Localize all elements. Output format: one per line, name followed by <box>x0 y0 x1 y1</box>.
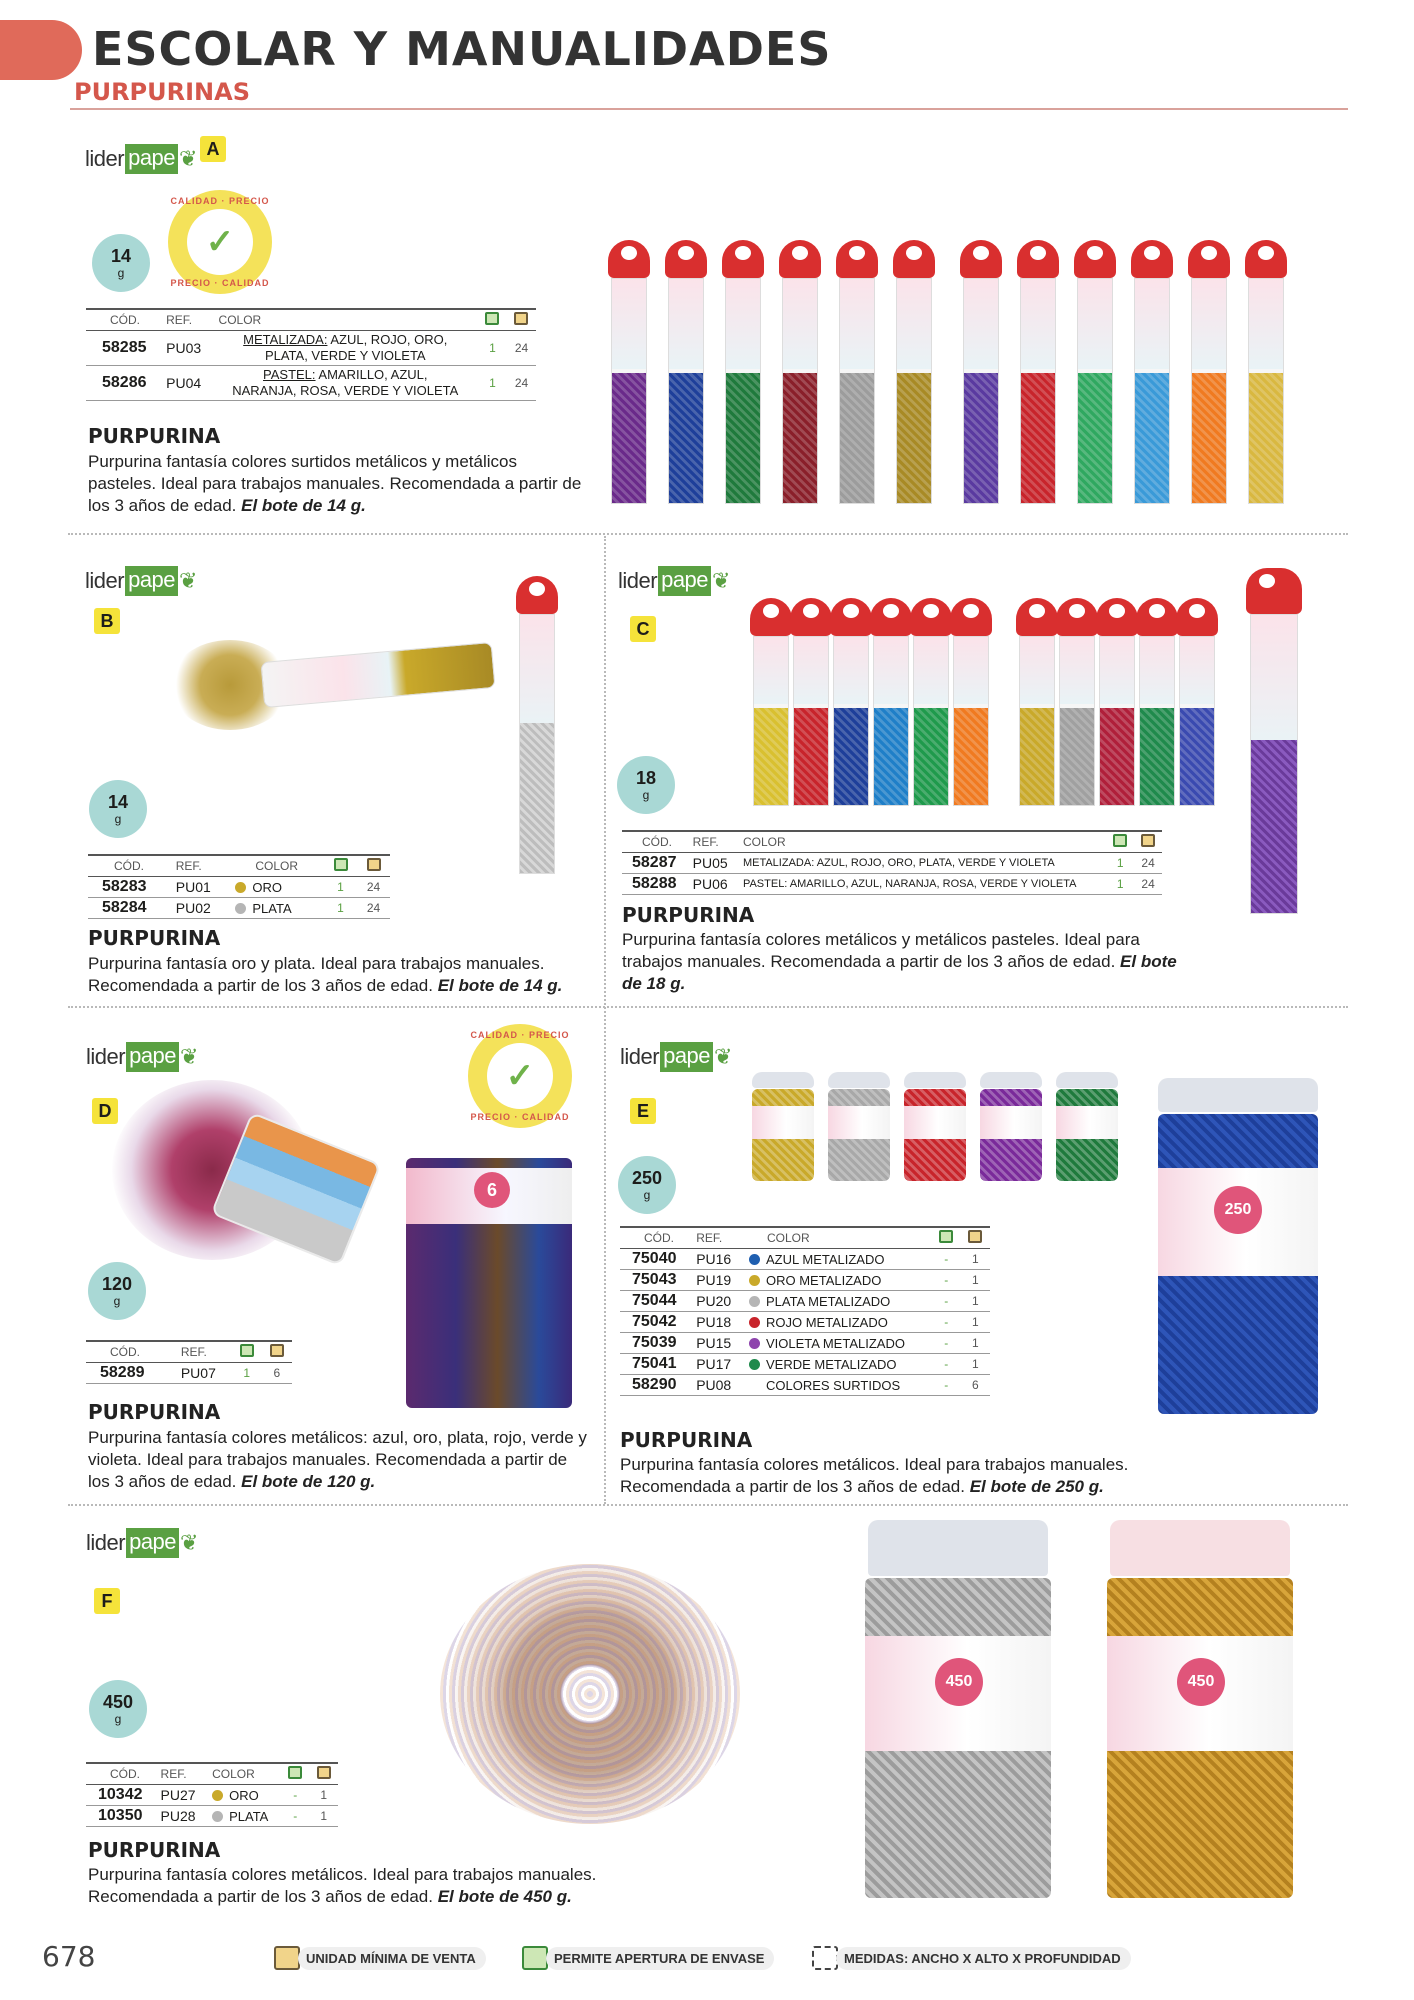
product-letter-a: A <box>200 136 226 162</box>
table-row: 58284 PU02 PLATA 1 24 <box>88 898 390 919</box>
open-package-icon <box>522 1946 548 1970</box>
color-dot <box>212 1790 223 1801</box>
product-table-e: CÓD. REF. COLOR 75040 PU16 AZUL METALIZADO - 1 75043 PU19 ORO METALIZADO - 1 75044 PU20 PLATA METALIZADO - 1 75042 PU18 ROJO METALIZADO - 1 75039 PU15 VIOLETA METALIZADO - 1 75041 PU17 VERDE METALIZADO - 1 58290 PU08 COLORES SURTIDOS - 6 <box>620 1226 990 1396</box>
product-description: Purpurina fantasía colores metálicos. Ideal para trabajos manuales. Recomendada a partir de los 3 años de edad. El bote de 250 g. <box>620 1455 1129 1496</box>
legend-dimensions: MEDIDAS: ANCHO X ALTO X PROFUNDIDAD <box>812 1946 1131 1970</box>
glitter-tube <box>1136 598 1178 806</box>
table-row: 58283 PU01 ORO 1 24 <box>88 877 390 898</box>
check-icon: ✓ <box>487 1043 553 1109</box>
leaf-icon: ❦ <box>712 568 730 593</box>
product-title: PURPURINA <box>88 926 221 950</box>
quality-price-seal: CALIDAD · PRECIO ✓ PRECIO · CALIDAD <box>468 1024 572 1128</box>
product-title: PURPURINA <box>88 1400 221 1424</box>
product-title: PURPURINA <box>88 424 221 448</box>
glitter-tube <box>608 240 650 504</box>
table-row: 58288 PU06 PASTEL: AMARILLO, AZUL, NARANJA, ROSA, VERDE Y VIOLETA 1 24 <box>622 874 1162 895</box>
product-letter-d: D <box>92 1098 118 1124</box>
box-icon <box>514 312 528 325</box>
leaf-icon: ❦ <box>180 1530 198 1555</box>
jar-capacity-badge: 6 <box>474 1172 510 1208</box>
brand-logo: lider pape ❦ <box>620 1036 732 1078</box>
table-row: 58285 PU03 METALIZADA: AZUL, ROJO, ORO, PLATA, VERDE Y VIOLETA 1 24 <box>86 331 536 366</box>
table-row: 10350 PU28 PLATA - 1 <box>86 1806 338 1827</box>
product-description: Purpurina fantasía colores surtidos metálicos y metálicos pasteles. Ideal para trabajos manuales. Recomendada a partir de los 3 años de edad. El bote de 14 g. <box>88 452 582 515</box>
glitter-tube <box>893 240 935 504</box>
glitter-tube <box>950 598 992 806</box>
glitter-jar <box>1056 1072 1118 1181</box>
weight-badge: 120 g <box>88 1262 146 1320</box>
glitter-tube <box>960 240 1002 504</box>
leaf-icon: ❦ <box>180 1044 198 1069</box>
open-package-icon <box>334 858 348 871</box>
glitter-tube <box>750 598 792 806</box>
glitter-jar <box>980 1072 1042 1181</box>
glitter-tube <box>1096 598 1138 806</box>
weight-badge: 250 g <box>618 1156 676 1214</box>
glitter-tube <box>779 240 821 504</box>
leaf-icon: ❦ <box>179 568 197 593</box>
product-letter-e: E <box>630 1098 656 1124</box>
product-table-c: CÓD. REF. COLOR 58287 PU05 METALIZADA: AZUL, ROJO, ORO, PLATA, VERDE Y VIOLETA 1 24 58288 PU06 PASTEL: AMARILLO, AZUL, NARANJA, ROSA, VERDE Y VIOLETA 1 24 <box>622 830 1162 895</box>
color-dot <box>212 1811 223 1822</box>
glitter-tube <box>830 598 872 806</box>
table-row: 58289 PU07 1 6 <box>86 1363 292 1384</box>
product-image-jar-f-gold: 450 <box>1110 1520 1293 1898</box>
open-package-icon <box>288 1766 302 1779</box>
glitter-tube <box>1016 598 1058 806</box>
legend-open-package: PERMITE APERTURA DE ENVASE <box>522 1946 774 1970</box>
box-icon <box>274 1946 300 1970</box>
box-icon <box>270 1344 284 1357</box>
product-title: PURPURINA <box>88 1838 221 1862</box>
product-table-f: CÓD. REF. COLOR 10342 PU27 ORO - 1 10350 PU28 PLATA - 1 <box>86 1762 338 1827</box>
table-row: 75041 PU17 VERDE METALIZADO - 1 <box>620 1354 990 1375</box>
open-package-icon <box>485 312 499 325</box>
product-table-a: CÓD. REF. COLOR 58285 PU03 METALIZADA: AZUL, ROJO, ORO, PLATA, VERDE Y VIOLETA 1 24 58286 PU04 PASTEL: AMARILLO, AZUL, NARANJA, ROSA, VERDE Y VIOLETA 1 24 <box>86 308 536 401</box>
product-description: Purpurina fantasía colores metálicos. Ideal para trabajos manuales. Recomendada a partir de los 3 años de edad. El bote de 450 g. <box>88 1865 597 1906</box>
glitter-tube <box>1074 240 1116 504</box>
glitter-tube <box>722 240 764 504</box>
product-image-tube-c-large <box>1246 568 1302 914</box>
color-dot <box>749 1254 760 1265</box>
glitter-tube <box>910 598 952 806</box>
product-letter-b: B <box>94 608 120 634</box>
box-icon <box>367 858 381 871</box>
weight-badge: 450 g <box>89 1680 147 1738</box>
product-letter-c: C <box>630 616 656 642</box>
glitter-tube <box>790 598 832 806</box>
title-rule <box>70 108 1348 110</box>
color-dot <box>235 882 246 893</box>
leaf-icon: ❦ <box>179 146 197 171</box>
glitter-tube <box>870 598 912 806</box>
brand-logo: lider pape ❦ <box>86 1522 198 1564</box>
table-row: 75042 PU18 ROJO METALIZADO - 1 <box>620 1312 990 1333</box>
glitter-tube <box>1017 240 1059 504</box>
check-icon: ✓ <box>187 209 253 275</box>
product-title: PURPURINA <box>620 1428 753 1452</box>
color-dot <box>235 903 246 914</box>
box-icon <box>968 1230 982 1243</box>
weight-badge: 18 g <box>617 756 675 814</box>
legend-min-unit: UNIDAD MÍNIMA DE VENTA <box>274 1946 486 1970</box>
table-row: 58287 PU05 METALIZADA: AZUL, ROJO, ORO, PLATA, VERDE Y VIOLETA 1 24 <box>622 853 1162 874</box>
glitter-tube <box>1176 598 1218 806</box>
section-tab-mark <box>0 20 82 80</box>
weight-badge: 14 g <box>92 234 150 292</box>
open-package-icon <box>939 1230 953 1243</box>
table-row: 75043 PU19 ORO METALIZADO - 1 <box>620 1270 990 1291</box>
glitter-tube <box>665 240 707 504</box>
glitter-jar <box>904 1072 966 1181</box>
product-description: Purpurina fantasía colores metálicos y metálicos pasteles. Ideal para trabajos manuales. Recomendada a partir de los 3 años de edad. El bote de 18 g. <box>622 930 1177 993</box>
table-row: 10342 PU27 ORO - 1 <box>86 1785 338 1806</box>
color-dot <box>749 1296 760 1307</box>
page-title: ESCOLAR Y MANUALIDADES <box>92 22 832 76</box>
table-row: 58290 PU08 COLORES SURTIDOS - 6 <box>620 1375 990 1396</box>
glitter-jar <box>752 1072 814 1181</box>
glitter-tube <box>1131 240 1173 504</box>
brand-logo: lider pape ❦ <box>86 1036 198 1078</box>
weight-badge: 14 g <box>89 780 147 838</box>
table-row: 75039 PU15 VIOLETA METALIZADO - 1 <box>620 1333 990 1354</box>
brand-logo: lider pape ❦ <box>618 560 730 602</box>
leaf-icon: ❦ <box>714 1044 732 1069</box>
glitter-tube <box>836 240 878 504</box>
page-number: 678 <box>42 1940 96 1973</box>
brand-logo: lider pape ❦ <box>85 138 197 180</box>
table-row: 58286 PU04 PASTEL: AMARILLO, AZUL, NARANJA, ROSA, VERDE Y VIOLETA 1 24 <box>86 366 536 401</box>
table-row: 75044 PU20 PLATA METALIZADO - 1 <box>620 1291 990 1312</box>
glitter-tube <box>1245 240 1287 504</box>
color-dot <box>749 1338 760 1349</box>
glitter-tube <box>1188 240 1230 504</box>
page-subtitle: PURPURINAS <box>74 78 250 106</box>
divider-row-3 <box>68 1504 1348 1506</box>
brand-logo: lider pape ❦ <box>85 560 197 602</box>
product-title: PURPURINA <box>622 903 755 927</box>
open-package-icon <box>1113 834 1127 847</box>
product-letter-f: F <box>94 1588 120 1614</box>
product-description: Purpurina fantasía oro y plata. Ideal para trabajos manuales. Recomendada a partir de los 3 años de edad. El bote de 14 g. <box>88 954 563 995</box>
product-image-jar-f-silver: 450 <box>868 1520 1051 1898</box>
divider-row-1 <box>68 533 1348 535</box>
divider-col <box>604 536 606 1504</box>
box-icon <box>317 1766 331 1779</box>
divider-row-2 <box>68 1006 1348 1008</box>
glitter-jar <box>828 1072 890 1181</box>
color-dot <box>749 1359 760 1370</box>
product-description: Purpurina fantasía colores metálicos: azul, oro, plata, rojo, verde y violeta. Ideal para trabajos manuales. Recomendada a partir de los 3 años de edad. El bote de 120 g. <box>88 1428 587 1491</box>
dimensions-icon <box>812 1946 838 1970</box>
product-image-jar-e-large: 250 <box>1158 1078 1318 1414</box>
table-row: 75040 PU16 AZUL METALIZADO - 1 <box>620 1249 990 1270</box>
color-dot <box>749 1275 760 1286</box>
product-table-d: CÓD. REF. 58289 PU07 1 6 <box>86 1340 292 1384</box>
product-table-b: CÓD. REF. COLOR 58283 PU01 ORO 1 24 58284 PU02 PLATA 1 24 <box>88 854 390 919</box>
glitter-tube <box>1056 598 1098 806</box>
box-icon <box>1141 834 1155 847</box>
color-dot <box>749 1317 760 1328</box>
quality-price-seal: CALIDAD · PRECIO ✓ PRECIO · CALIDAD <box>168 190 272 294</box>
open-package-icon <box>240 1344 254 1357</box>
